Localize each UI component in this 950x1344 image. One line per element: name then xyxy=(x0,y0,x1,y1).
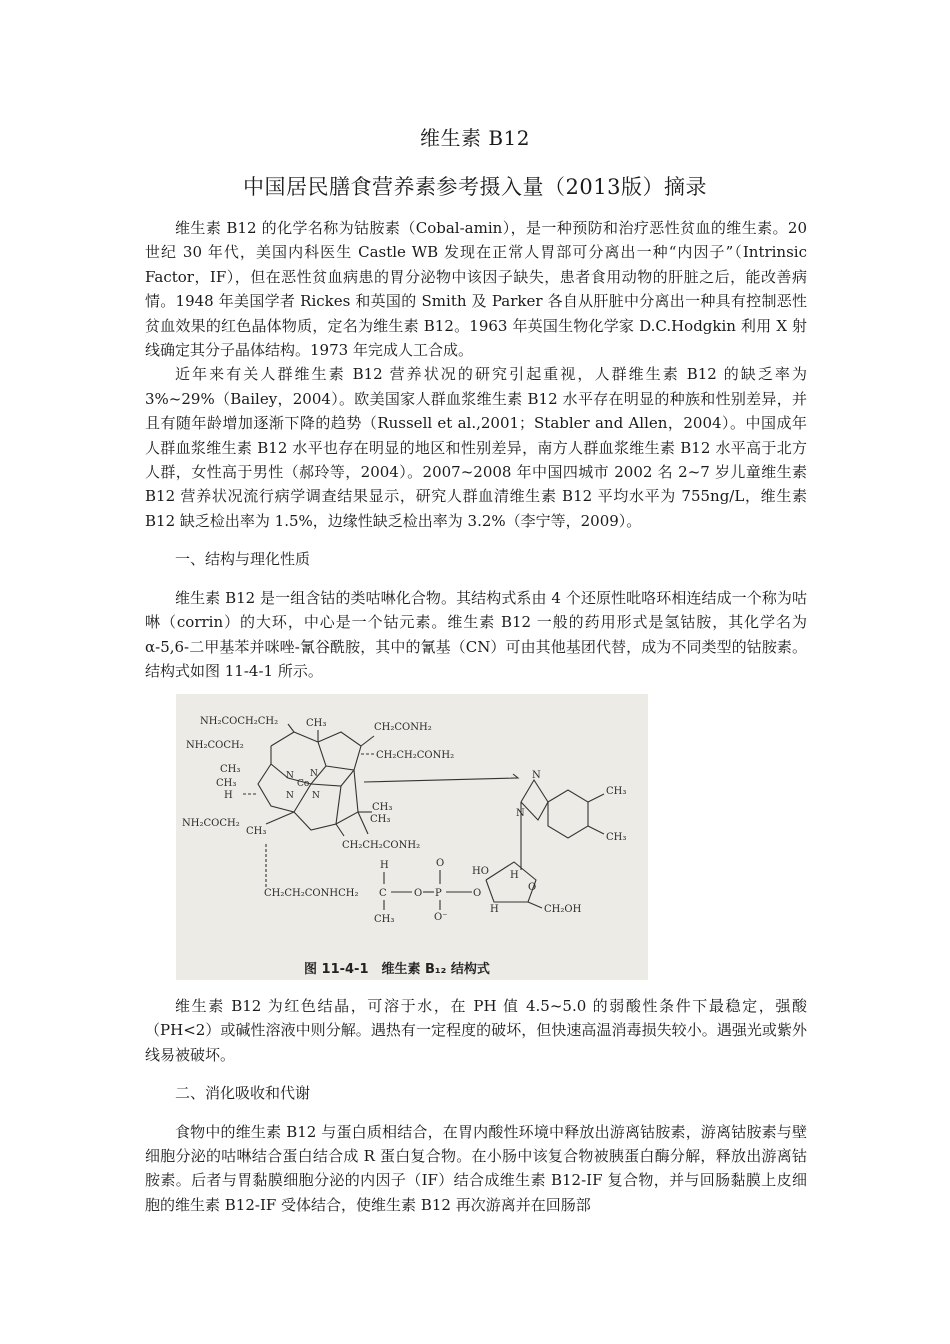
paragraph-properties: 维生素 B12 为红色结晶，可溶于水，在 PH 值 4.5~5.0 的弱酸性条件下最稳定，强酸（PH<2）或碱性溶液中则分解。遇热有一定程度的破坏，但快速高温消毒损失较小。遇强光或紫外线易被破坏。 xyxy=(145,997,807,1064)
label-n1: N xyxy=(286,771,294,781)
label-ch3-c: CH₃ xyxy=(372,802,393,813)
label-o-ring: O xyxy=(528,882,537,893)
label-ch3-b: CH₃ xyxy=(216,778,237,789)
label-n2: N xyxy=(310,769,318,779)
label-ch3-chain: CH₃ xyxy=(374,914,395,925)
structural-formula-diagram xyxy=(176,694,648,980)
label-o2: O xyxy=(473,888,482,899)
paragraph-digestion: 食物中的维生素 B12 与蛋白质相结合，在胃内酸性环境中释放出游离钴胺素，游离钴胺素与壁细胞分泌的咕啉结合蛋白结合成 R 蛋白复合物。在小肠中该复合物被胰蛋白酶分解，释放出游离钴胺素。后者与胃黏膜细胞分泌的内因子（IF）结合成维生素 B12-IF 复合物，并与回肠黏膜上皮细胞的维生素 B12-IF 受体结合，使维生素 B12 再次游离并在回肠部 xyxy=(145,1122,807,1214)
label-ch3-e: CH₃ xyxy=(246,826,267,837)
paragraph-status: 近年来有关人群维生素 B12 营养状况的研究引起重视，人群维生素 B12 的缺乏率为 3%~29%（Bailey，2004）。欧美国家人群血浆维生素 B12 水平存在明显的种族和性别差异，并且有随年龄增加逐渐下降的趋势（Russell et al.,2001；Stabler and Allen，2004）。中国成年人群血浆维生素 B12 水平也存在明显的地区和性别差异，南方人群血浆维生素 B12 水平高于北方人群，女性高于男性（郝玲等，2004）。2007~2008 年中国四城市 2002 名 2~7 岁儿童维生素 B12 营养状况流行病学调查结果显示，研究人群血清维生素 B12 平均水平为 755ng/L，维生素 B12 缺乏检出率为 1.5%，边缘性缺乏检出率为 3.2%（李宁等，2009）。 xyxy=(145,365,807,530)
label-p: P xyxy=(435,888,442,899)
label-cobalt: Co xyxy=(297,779,310,789)
label-bz-n1: N xyxy=(532,770,541,781)
label-ch2oh: CH₂OH xyxy=(544,904,582,915)
section-heading-structure: 一、结构与理化性质 xyxy=(175,550,311,569)
page-subtitle: 中国居民膳食营养素参考摄入量（2013版）摘录 xyxy=(243,175,707,199)
label-nh2coch2-b: NH₂COCH₂ xyxy=(182,818,240,829)
label-o-top: O xyxy=(436,858,445,869)
label-ch2ch2conh2-bot: CH₂CH₂CONH₂ xyxy=(342,840,421,851)
section-intro xyxy=(145,216,807,683)
label-nh2coch2: NH₂COCH₂ xyxy=(186,740,244,751)
label-bz-n2: N xyxy=(516,808,525,819)
label-ch3-top: CH₃ xyxy=(306,718,327,729)
label-ch3-d: CH₃ xyxy=(370,814,391,825)
label-n4: N xyxy=(312,791,320,801)
label-bz-ch3b: CH₃ xyxy=(606,832,627,843)
label-bz-ch3a: CH₃ xyxy=(606,786,627,797)
label-chain: CH₂CH₂CONHCH₂ xyxy=(264,888,359,899)
section-heading-digestion: 二、消化吸收和代谢 xyxy=(175,1084,311,1103)
figure-caption: 图 11-4-1 维生素 B₁₂ 结构式 xyxy=(304,962,490,977)
label-h-ring1: H xyxy=(510,870,519,881)
paragraph-history: 维生素 B12 的化学名称为钴胺素（Cobal-amin），是一种预防和治疗恶性贫血的维生素。20 世纪 30 年代，美国内科医生 Castle WB 发现在正常人胃部可分离出一种“内因子”（Intrinsic Factor，IF），但在恶性贫血病患的胃分泌物中该因子缺失，患者食用动物的肝脏之后，能改善病情。1948 年美国学者 Rickes 和英国的 Smith 及 Parker 各自从肝脏中分离出一种具有控制恶性贫血效果的红色晶体物质，定名为维生素 B12。1963 年英国生物化学家 D.C.Hodgkin 利用 X 射线确定其分子晶体结构。1973 年完成人工合成。 xyxy=(145,219,807,360)
paragraph-structure: 维生素 B12 是一组含钴的类咕啉化合物。其结构式系由 4 个还原性吡咯环相连结成一个称为咕啉（corrin）的大环，中心是一个钴元素。维生素 B12 一般的药用形式是氢钴胺，其化学名为α-5,6-二甲基苯并咪唑-氰谷酰胺，其中的氰基（CN）可由其他基团代替，成为不同类型的钴胺素。结构式如图 11-4-1 所示。 xyxy=(145,588,807,680)
label-o-minus: O⁻ xyxy=(434,912,448,923)
label-ch2ch2conh2-top: CH₂CH₂CONH₂ xyxy=(376,750,455,761)
label-h-left: H xyxy=(224,790,233,801)
label-c-center: C xyxy=(379,888,387,899)
structure-figure xyxy=(176,694,648,980)
label-ho: HO xyxy=(472,866,489,877)
label-ch3-a: CH₃ xyxy=(220,764,241,775)
label-ch2conh2-top: CH₂CONH₂ xyxy=(374,722,432,733)
label-o1: O xyxy=(414,888,423,899)
section-properties xyxy=(145,994,807,1217)
label-h-ring2: H xyxy=(490,904,499,915)
label-h-top: H xyxy=(380,860,389,871)
page-title: 维生素 B12 xyxy=(419,126,530,150)
label-n3: N xyxy=(286,791,294,801)
label-nh2coch2ch2: NH₂COCH₂CH₂ xyxy=(200,716,279,727)
